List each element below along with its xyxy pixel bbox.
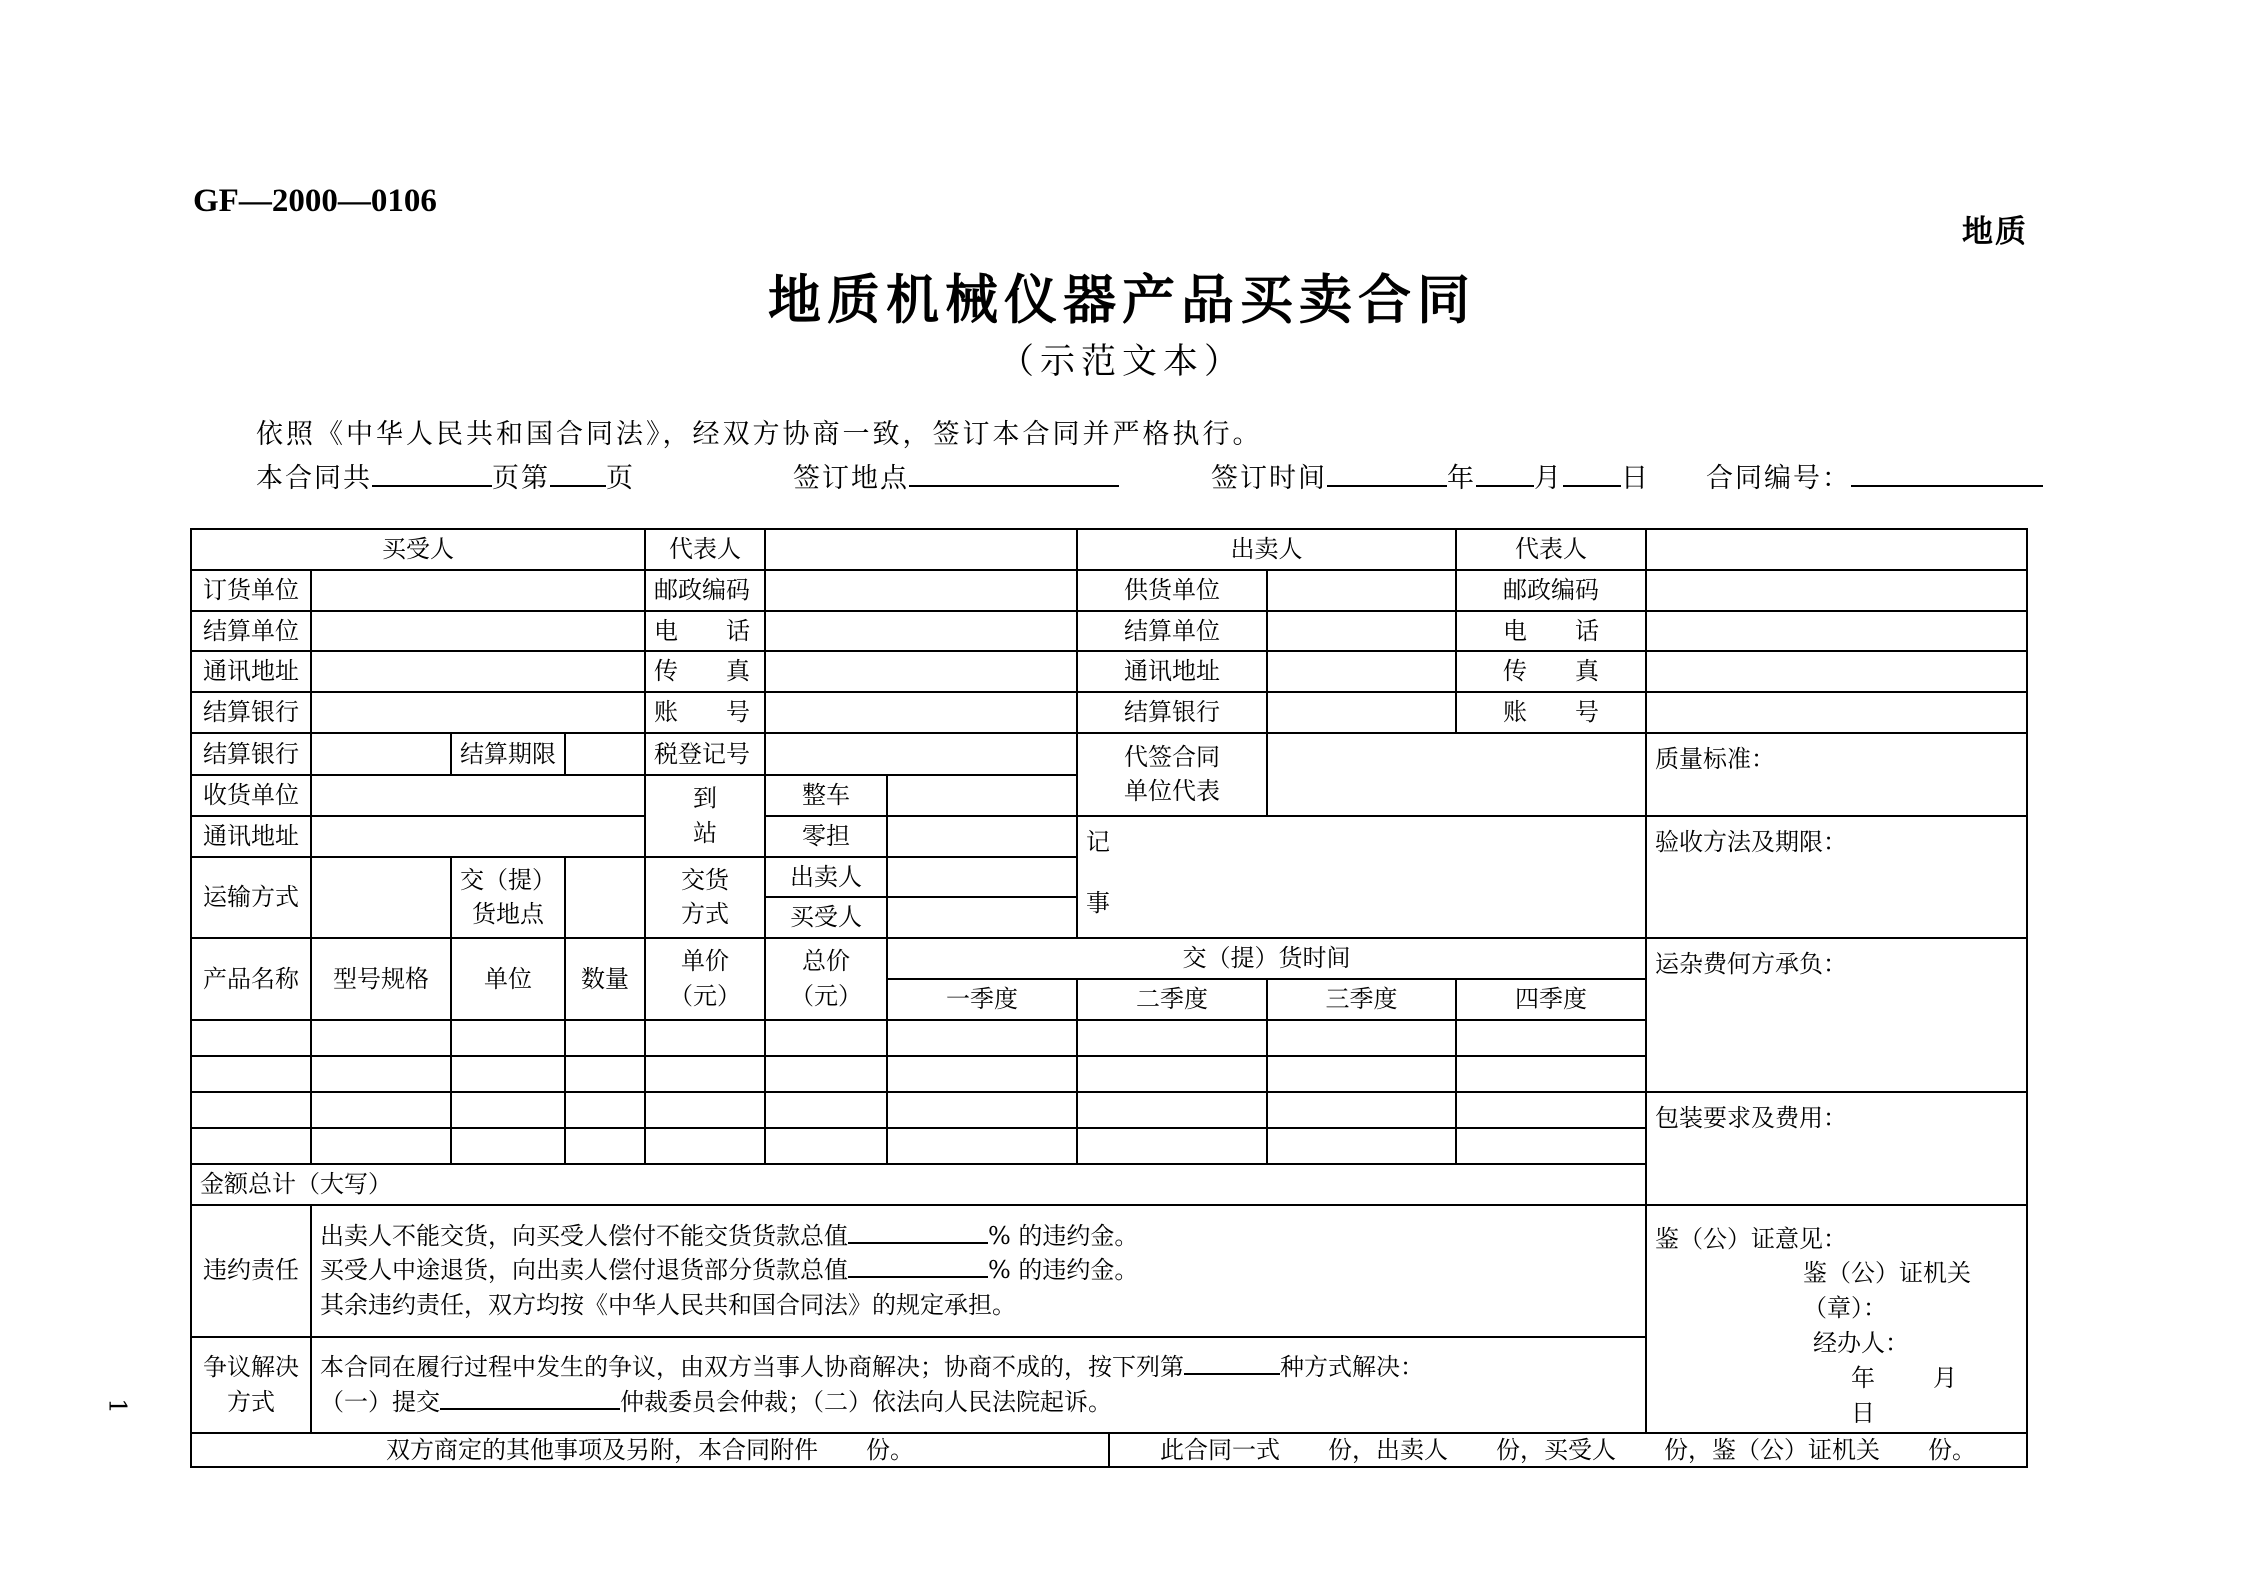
- product-name-header: 产品名称: [191, 938, 311, 1020]
- buyer-bank2-value[interactable]: [311, 733, 451, 775]
- buyer-header: 买受人: [191, 529, 645, 570]
- buyer-rep-label: 代表人: [645, 529, 765, 570]
- dispute-line-1: [320, 1350, 1637, 1385]
- q4-header: 四季度: [1456, 979, 1646, 1020]
- order-unit-label: 订货单位: [191, 570, 311, 611]
- ltl-label: 零担: [765, 816, 887, 857]
- model-cell[interactable]: [311, 1128, 451, 1164]
- supply-unit-label: 供货单位: [1077, 570, 1267, 611]
- buyer-bank2-label: 结算银行: [191, 733, 311, 775]
- agent-rep-label: [1077, 733, 1267, 816]
- seller-fax-label: 传 真: [1456, 651, 1646, 692]
- dispute-line-2-suffix: 仲裁委员会仲裁；（二）依法向人民法院起诉。: [620, 1387, 1112, 1416]
- dispute-line-2: [320, 1385, 1637, 1420]
- product-cell[interactable]: [191, 1056, 311, 1092]
- time-label: 签订时间: [1211, 463, 1327, 494]
- seller-address-label: 通讯地址: [1077, 651, 1267, 692]
- tax-no-value[interactable]: [765, 733, 1077, 775]
- receive-unit-label: 收货单位: [191, 775, 311, 816]
- agent-rep-line1: 代签合同: [1124, 742, 1220, 771]
- pages-mid: 页第: [492, 463, 550, 494]
- pages-suffix: 页: [606, 463, 635, 494]
- delivery-mode-line1: 交货: [681, 865, 729, 894]
- product-cell[interactable]: [191, 1092, 311, 1128]
- q2-header: 二季度: [1077, 979, 1267, 1020]
- breach-label: 违约责任: [191, 1205, 311, 1337]
- seller-rep-value[interactable]: [1646, 529, 2027, 570]
- contract-number-label: 合同编号：: [1706, 463, 1851, 494]
- dispute-line-1-suffix: 种方式解决：: [1280, 1352, 1424, 1381]
- q4-cell[interactable]: [1456, 1020, 1646, 1056]
- q1-cell[interactable]: [887, 1092, 1077, 1128]
- buyer-bank-label: 结算银行: [191, 692, 311, 733]
- delivery-mode-line2: 方式: [681, 900, 729, 929]
- q3-cell[interactable]: [1267, 1056, 1456, 1092]
- buyer-rep-value[interactable]: [765, 529, 1077, 570]
- dispute-option-field[interactable]: [1184, 1351, 1280, 1375]
- unit-cell[interactable]: [451, 1092, 565, 1128]
- ltl-value[interactable]: [887, 816, 1077, 857]
- model-cell[interactable]: [311, 1092, 451, 1128]
- q4-cell[interactable]: [1456, 1092, 1646, 1128]
- buyer-account-value[interactable]: [765, 692, 1077, 733]
- order-unit-value[interactable]: [311, 570, 645, 611]
- dispute-line-1-text: 本合同在履行过程中发生的争议，由双方当事人协商解决；协商不成的，按下列第: [320, 1352, 1184, 1381]
- seller-phone-value[interactable]: [1646, 611, 2027, 652]
- notary-day: 日: [1851, 1398, 1875, 1427]
- settle-period-label: 结算期限: [451, 733, 565, 775]
- seller-header: 出卖人: [1077, 529, 1456, 570]
- table-row: [191, 1092, 2027, 1128]
- seller-settle-unit-label: 结算单位: [1077, 611, 1267, 652]
- amount-total[interactable]: 金额总计（大写）: [191, 1164, 1646, 1205]
- month-label: 月: [1534, 463, 1563, 494]
- settle-period-value[interactable]: [565, 733, 645, 775]
- buyer-settle-unit-value[interactable]: [311, 611, 645, 652]
- breach-line-1-text: 出卖人不能交货，向买受人偿付不能交货货款总值: [320, 1221, 848, 1250]
- notary-org-label: 鉴（公）证机关（章）：: [1803, 1259, 1971, 1323]
- seller-rep-label: 代表人: [1456, 529, 1646, 570]
- transport-label: 运输方式: [191, 857, 311, 939]
- buyer-account-label: 账 号: [645, 692, 765, 733]
- unit-price-header: 单价（元）: [645, 938, 765, 1020]
- buyer-address-label: 通讯地址: [191, 651, 311, 692]
- seller-account-value[interactable]: [1646, 692, 2027, 733]
- footer-other-matters: 双方商定的其他事项及另附，本合同附件 份。: [192, 1434, 1110, 1466]
- supply-unit-value[interactable]: [1267, 570, 1456, 611]
- unit-cell[interactable]: [451, 1128, 565, 1164]
- packaging-requirements[interactable]: 包装要求及费用：: [1646, 1092, 2027, 1205]
- buyer-address2-value[interactable]: [311, 816, 645, 857]
- q1-cell[interactable]: [887, 1020, 1077, 1056]
- day-label: 日: [1621, 463, 1650, 494]
- dispute-label: [191, 1337, 311, 1433]
- buyer-fax-value[interactable]: [765, 651, 1077, 692]
- signing-place-field[interactable]: [909, 459, 1119, 487]
- contract-form-table: [190, 528, 2028, 1468]
- document-title: 地质机械仪器产品买卖合同: [768, 269, 1476, 331]
- dispute-terms: [311, 1337, 1646, 1433]
- dispute-label-line1: 争议解决: [203, 1352, 299, 1381]
- dispute-label-line2: 方式: [227, 1387, 275, 1416]
- delivery-mode-label: [645, 857, 765, 939]
- unit-price-cell[interactable]: [645, 1056, 765, 1092]
- notary-month: 月: [1933, 1363, 1957, 1392]
- by-buyer-value[interactable]: [887, 897, 1077, 938]
- buyer-address-value[interactable]: [311, 651, 645, 692]
- model-cell[interactable]: [311, 1056, 451, 1092]
- place-label: 签订地点: [793, 463, 909, 494]
- document-subtitle: （示范文本）: [998, 342, 1245, 382]
- buyer-phone-label: 电 话: [645, 611, 765, 652]
- product-cell[interactable]: [191, 1128, 311, 1164]
- delivery-place-line2: 货地点: [472, 900, 544, 929]
- notary-year: 年: [1851, 1363, 1875, 1392]
- pages-prefix: 本合同共: [256, 463, 372, 494]
- receive-unit-value[interactable]: [311, 775, 645, 816]
- breach-line-2-suffix: % 的违约金。: [988, 1256, 1139, 1285]
- tax-no-label: 税登记号: [645, 733, 765, 775]
- seller-phone-label: 电 话: [1456, 611, 1646, 652]
- q3-header: 三季度: [1267, 979, 1456, 1020]
- signing-year-field[interactable]: [1327, 459, 1447, 487]
- year-label: 年: [1447, 463, 1476, 494]
- breach-line-1-suffix: % 的违约金。: [988, 1221, 1139, 1250]
- unit-header: 单位: [451, 938, 565, 1020]
- breach-line-2-text: 买受人中途退货，向出卖人偿付退货部分货款总值: [320, 1256, 848, 1285]
- whole-car-value[interactable]: [887, 775, 1077, 816]
- qty-header: 数量: [565, 938, 645, 1020]
- agent-rep-line2: 单位代表: [1124, 777, 1220, 806]
- buyer-bank-value[interactable]: [311, 692, 645, 733]
- breach-line-3: 其余违约责任，双方均按《中华人民共和国合同法》的规定承担。: [320, 1291, 1016, 1320]
- signing-day-field[interactable]: [1563, 459, 1621, 487]
- q3-cell[interactable]: [1267, 1092, 1456, 1128]
- unit-price-cell[interactable]: [645, 1128, 765, 1164]
- breach-line-2: [320, 1253, 1637, 1288]
- breach-rate-buyer-field[interactable]: [848, 1254, 988, 1278]
- arrival-station-label: [645, 775, 765, 857]
- buyer-fax-label: 传 真: [645, 651, 765, 692]
- notes-char2: 事: [1086, 888, 1110, 917]
- model-header: 型号规格: [311, 938, 451, 1020]
- seller-bank-label: 结算银行: [1077, 692, 1267, 733]
- form-code: GF—2000—0106: [193, 183, 437, 219]
- seller-postcode-value[interactable]: [1646, 570, 2027, 611]
- seller-postcode-label: 邮政编码: [1456, 570, 1646, 611]
- total-pages-field[interactable]: [372, 459, 492, 487]
- category-label: 地质: [1962, 214, 2028, 250]
- q2-cell[interactable]: [1077, 1092, 1267, 1128]
- q2-cell[interactable]: [1077, 1056, 1267, 1092]
- unit-price-cell[interactable]: [645, 1020, 765, 1056]
- qty-cell[interactable]: [565, 1020, 645, 1056]
- notary-date: [1655, 1361, 2018, 1431]
- product-cell[interactable]: [191, 1020, 311, 1056]
- page-number-field[interactable]: [550, 459, 606, 487]
- whole-car-label: 整车: [765, 775, 887, 816]
- inspection-method[interactable]: 验收方法及期限：: [1646, 816, 2027, 938]
- intro-text: 依照《中华人民共和国合同法》，经双方协商一致，签订本合同并严格执行。: [256, 419, 1263, 450]
- qty-cell[interactable]: [565, 1056, 645, 1092]
- q1-header: 一季度: [887, 979, 1077, 1020]
- total-price-cell[interactable]: [765, 1092, 887, 1128]
- qty-cell[interactable]: [565, 1092, 645, 1128]
- delivery-place-label: [451, 857, 565, 939]
- seller-address-value[interactable]: [1267, 651, 1456, 692]
- q3-cell[interactable]: [1267, 1128, 1456, 1164]
- unit-cell[interactable]: [451, 1020, 565, 1056]
- arrival-station-line1: 到: [693, 783, 717, 812]
- quality-standard[interactable]: 质量标准：: [1646, 733, 2027, 816]
- breach-line-1: [320, 1219, 1637, 1254]
- arrival-station-line2: 站: [693, 818, 717, 847]
- signing-month-field[interactable]: [1476, 459, 1534, 487]
- by-seller-value[interactable]: [887, 857, 1077, 898]
- notes-box[interactable]: [1077, 816, 1646, 938]
- q2-cell[interactable]: [1077, 1020, 1267, 1056]
- contract-number-field[interactable]: [1851, 459, 2043, 487]
- buyer-postcode-value[interactable]: [765, 570, 1077, 611]
- model-cell[interactable]: [311, 1020, 451, 1056]
- by-buyer-label: 买受人: [765, 897, 887, 938]
- buyer-settle-unit-label: 结算单位: [191, 611, 311, 652]
- total-price-cell[interactable]: [765, 1056, 887, 1092]
- seller-fax-value[interactable]: [1646, 651, 2027, 692]
- seller-bank-value[interactable]: [1267, 692, 1456, 733]
- contract-info-line: [256, 456, 2043, 495]
- notary-opinion-label: 鉴（公）证意见：: [1655, 1224, 1847, 1253]
- by-seller-label: 出卖人: [765, 857, 887, 898]
- delivery-place-value[interactable]: [565, 857, 645, 939]
- unit-cell[interactable]: [451, 1056, 565, 1092]
- unit-price-cell[interactable]: [645, 1092, 765, 1128]
- delivery-time-header: 交（提）货时间: [887, 938, 1646, 979]
- q4-cell[interactable]: [1456, 1128, 1646, 1164]
- transport-value[interactable]: [311, 857, 451, 939]
- buyer-address2-label: 通讯地址: [191, 816, 311, 857]
- q3-cell[interactable]: [1267, 1020, 1456, 1056]
- notary-opinion[interactable]: [1646, 1205, 2027, 1433]
- buyer-postcode-label: 邮政编码: [645, 570, 765, 611]
- qty-cell[interactable]: [565, 1128, 645, 1164]
- total-price-cell[interactable]: [765, 1020, 887, 1056]
- freight-bearer[interactable]: 运杂费何方承负：: [1646, 938, 2027, 1092]
- agent-rep-value[interactable]: [1267, 733, 1646, 816]
- delivery-place-line1: 交（提）: [460, 865, 556, 894]
- page-number: 1: [103, 1398, 132, 1414]
- dispute-line-2-text: （一）提交: [320, 1387, 440, 1416]
- q1-cell[interactable]: [887, 1128, 1077, 1164]
- buyer-phone-value[interactable]: [765, 611, 1077, 652]
- breach-terms: [311, 1205, 1646, 1337]
- q4-cell[interactable]: [1456, 1056, 1646, 1092]
- seller-settle-unit-value[interactable]: [1267, 611, 1456, 652]
- total-price-cell[interactable]: [765, 1128, 887, 1164]
- arbitration-committee-field[interactable]: [440, 1386, 620, 1410]
- footer-copies: 此合同一式 份，出卖人 份，买受人 份，鉴（公）证机关 份。: [1160, 1435, 1976, 1464]
- notes-char1: 记: [1086, 827, 1110, 856]
- breach-rate-seller-field[interactable]: [848, 1220, 988, 1244]
- q1-cell[interactable]: [887, 1056, 1077, 1092]
- seller-account-label: 账 号: [1456, 692, 1646, 733]
- q2-cell[interactable]: [1077, 1128, 1267, 1164]
- total-price-header: 总价（元）: [765, 938, 887, 1020]
- handler-label: 经办人：: [1813, 1328, 1909, 1357]
- footer-row: [191, 1433, 2027, 1467]
